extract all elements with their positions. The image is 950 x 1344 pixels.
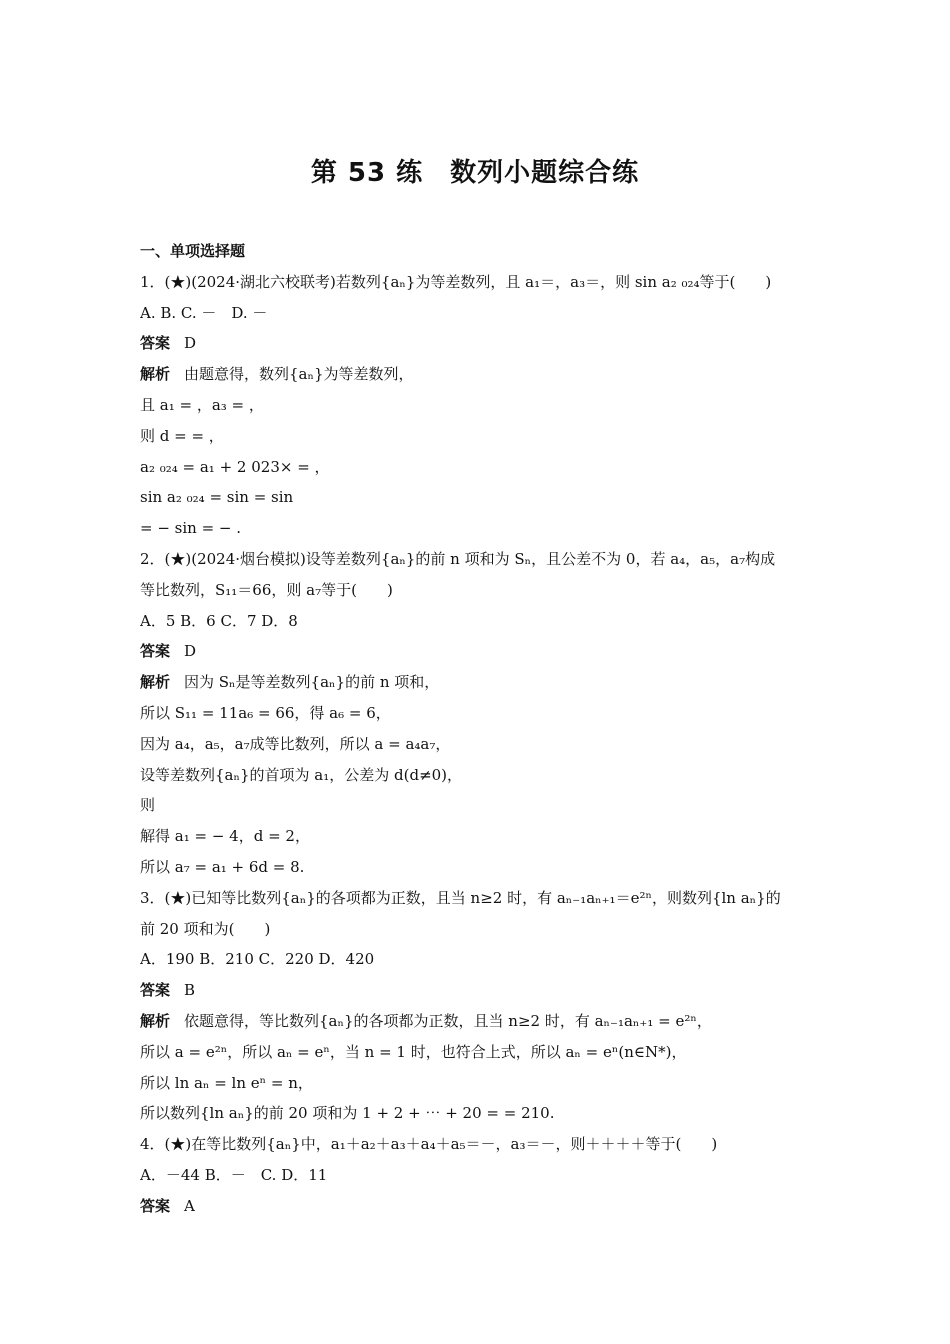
page-title: 第 53 练 数列小题综合练: [310, 158, 640, 188]
question-text: [140, 883, 820, 914]
line-text: A．5 B．6 C．7 D．8: [140, 611, 298, 630]
line-text: D: [184, 642, 197, 661]
solution-line: [140, 821, 820, 852]
line-tag: 答案: [140, 1196, 171, 1215]
line-tag: 解析: [140, 673, 171, 692]
line-tag: 答案: [140, 334, 171, 353]
solution-line: [140, 359, 820, 390]
line-text: 且 a₁ = ，a₃ = ，: [140, 395, 264, 414]
line-text: A．－44 B．－ C. D．11: [140, 1165, 328, 1184]
answer-options: [140, 298, 820, 329]
line-text: 由题意得，数列{aₙ}为等差数列，: [184, 365, 414, 384]
solution-line: [140, 421, 820, 452]
line-tag: 解析: [140, 365, 171, 384]
line-text: 解得 a₁ = − 4，d = 2，: [140, 827, 310, 846]
line-text: 等比数列，S₁₁＝66，则 a₇等于( ): [140, 580, 393, 599]
question-text: [140, 267, 820, 298]
solution-line: [140, 482, 820, 513]
solution-line: [140, 667, 820, 698]
section-heading: [140, 236, 820, 267]
line-text: = − sin = − .: [140, 519, 242, 538]
solution-line: [140, 1037, 820, 1068]
solution-line: [140, 1068, 820, 1099]
question-text: [140, 575, 820, 606]
line-text: 所以 a₇ = a₁ + 6d = 8.: [140, 857, 305, 876]
line-tag: 答案: [140, 981, 171, 1000]
answer-line: [140, 1191, 820, 1222]
line-text: sin a₂ ₀₂₄ = sin = sin: [140, 488, 294, 507]
line-text: A: [184, 1196, 195, 1215]
line-text: 设等差数列{aₙ}的首项为 a₁，公差为 d(d≠0)，: [140, 765, 463, 784]
line-tag: 解析: [140, 1011, 171, 1030]
answer-options: [140, 1160, 820, 1191]
answer-options: [140, 606, 820, 637]
line-tag: 答案: [140, 642, 171, 661]
solution-line: [140, 760, 820, 791]
solution-line: [140, 513, 820, 544]
solution-line: [140, 390, 820, 421]
solution-line: [140, 729, 820, 760]
line-text: 3．(★)已知等比数列{aₙ}的各项都为正数，且当 n≥2 时，有 aₙ₋₁aₙ₊₁＝e²ⁿ，则数列{ln aₙ}的: [140, 888, 781, 907]
line-text: D: [184, 334, 197, 353]
solution-line: [140, 698, 820, 729]
line-text: 所以数列{ln aₙ}的前 20 项和为 1 + 2 + ⋯ + 20 = = 210.: [140, 1104, 555, 1123]
solution-line: [140, 452, 820, 483]
line-text: 1．(★)(2024·湖北六校联考)若数列{aₙ}为等差数列，且 a₁＝，a₃＝，则 sin a₂ ₀₂₄等于( ): [140, 272, 772, 291]
line-text: 一、单项选择题: [140, 242, 246, 260]
line-text: 则: [140, 796, 156, 815]
line-text: 则 d = = ，: [140, 426, 224, 445]
line-text: 4．(★)在等比数列{aₙ}中，a₁＋a₂＋a₃＋a₄＋a₅＝－，a₃＝－，则＋＋＋＋等于( ): [140, 1135, 718, 1154]
line-text: 前 20 项和为( ): [140, 919, 271, 938]
solution-line: [140, 852, 820, 883]
answer-line: [140, 328, 820, 359]
line-text: A．190 B．210 C．220 D．420: [140, 950, 375, 969]
line-text: 所以 S₁₁ = 11a₆ = 66，得 a₆ = 6，: [140, 703, 391, 722]
line-text: A. B. C. － D. －: [140, 303, 268, 322]
line-text: 2．(★)(2024·烟台模拟)设等差数列{aₙ}的前 n 项和为 Sₙ，且公差不为 0，若 a₄，a₅，a₇构成: [140, 549, 776, 568]
question-text: [140, 544, 820, 575]
line-text: 所以 a = e²ⁿ，所以 aₙ = eⁿ，当 n = 1 时，也符合上式，所以 aₙ = eⁿ(n∈N*)，: [140, 1042, 687, 1061]
line-text: 依题意得，等比数列{aₙ}的各项都为正数，且当 n≥2 时，有 aₙ₋₁aₙ₊₁ = e²ⁿ，: [184, 1011, 712, 1030]
line-text: 所以 ln aₙ = ln eⁿ = n，: [140, 1073, 313, 1092]
document-body: [140, 236, 820, 1222]
answer-line: [140, 636, 820, 667]
line-text: a₂ ₀₂₄ = a₁ + 2 023× = ，: [140, 457, 330, 476]
question-text: [140, 1129, 820, 1160]
solution-line: [140, 1006, 820, 1037]
line-text: B: [184, 981, 196, 1000]
answer-options: [140, 944, 820, 975]
answer-line: [140, 975, 820, 1006]
question-text: [140, 914, 820, 945]
line-text: 因为 Sₙ是等差数列{aₙ}的前 n 项和，: [184, 673, 440, 692]
solution-line: [140, 1098, 820, 1129]
solution-line: [140, 790, 820, 821]
line-text: 因为 a₄，a₅，a₇成等比数列，所以 a = a₄a₇，: [140, 734, 451, 753]
